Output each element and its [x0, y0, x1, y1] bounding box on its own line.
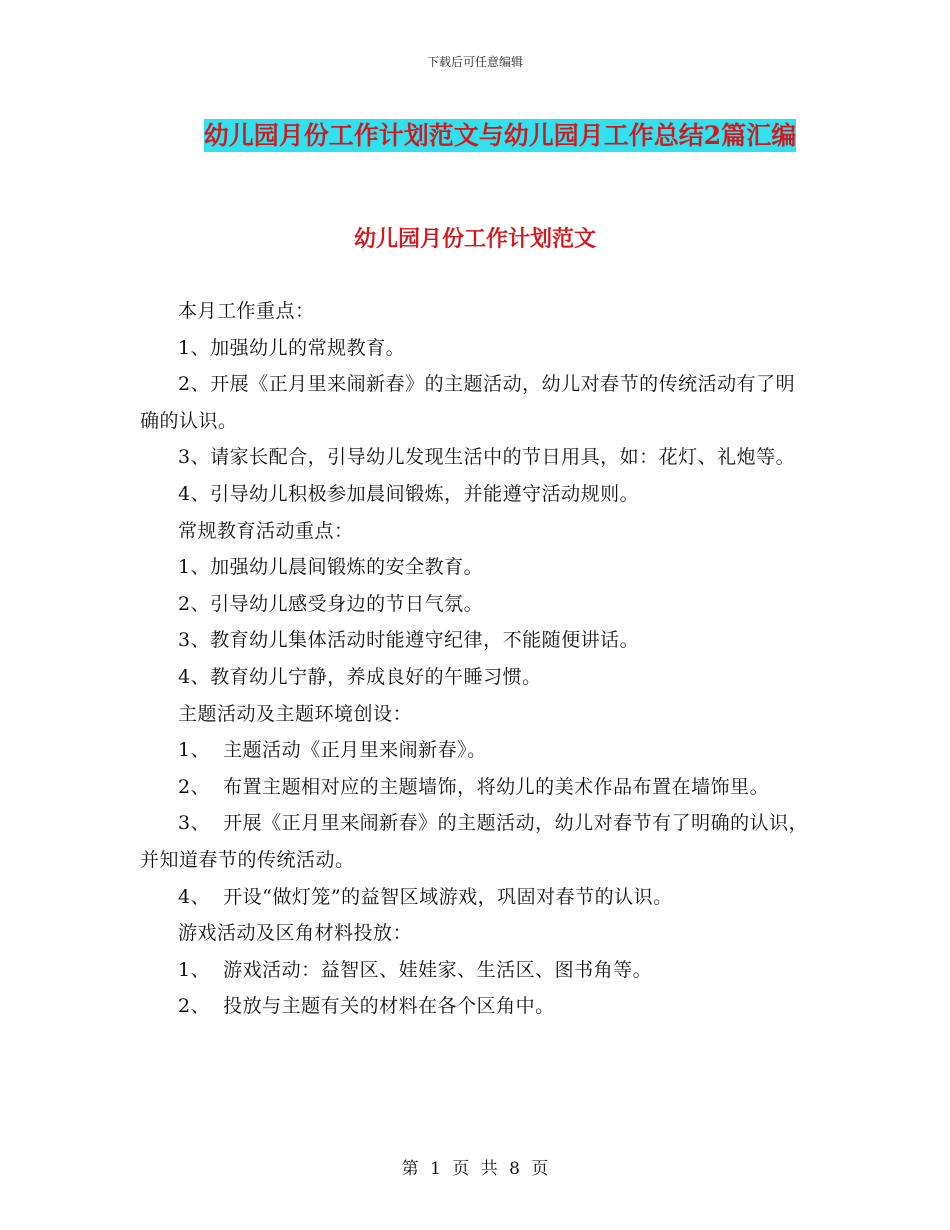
document-title — [140, 112, 860, 160]
paragraph: 主题活动及主题环境创设： — [178, 702, 413, 725]
document-body — [140, 293, 810, 1025]
paragraph: 2、开展《正月里来闹新春》的主题活动，幼儿对春节的传统活动有了明确的认识。 — [140, 373, 796, 432]
paragraph: 4、 开设“做灯笼”的益智区域游戏，巩固对春节的认识。 — [178, 885, 673, 908]
paragraph: 2、 投放与主题有关的材料在各个区角中。 — [178, 995, 555, 1018]
paragraph: 2、 布置主题相对应的主题墙饰，将幼儿的美术作品布置在墙饰里。 — [178, 775, 770, 798]
paragraph: 4、引导幼儿积极参加晨间锻炼，并能遵守活动规则。 — [178, 482, 640, 505]
paragraph: 1、加强幼儿晨间锻炼的安全教育。 — [178, 556, 484, 579]
page-footer: 第 1 页 共 8 页 — [401, 1159, 549, 1179]
paragraph: 2、引导幼儿感受身边的节日气氛。 — [178, 592, 484, 615]
section-title: 幼儿园月份工作计划范文 — [353, 226, 596, 252]
paragraph: 4、教育幼儿宁静，养成良好的午睡习惯。 — [178, 665, 542, 688]
document-title-text: 幼儿园月份工作计划范文与幼儿园月工作总结2篇汇编 — [203, 121, 797, 150]
paragraph: 本月工作重点： — [178, 300, 315, 322]
paragraph: 3、 开展《正月里来闹新春》的主题活动，幼儿对春节有了明确的认识，并知道春节的传统活动。 — [140, 812, 809, 871]
paragraph: 1、 游戏活动：益智区、娃娃家、生活区、图书角等。 — [178, 958, 653, 981]
paragraph: 常规教育活动重点： — [178, 519, 354, 542]
paragraph: 1、加强幼儿的常规教育。 — [178, 336, 406, 359]
paragraph: 3、请家长配合，引导幼儿发现生活中的节日用具，如：花灯、礼炮等。 — [178, 446, 796, 469]
paragraph: 3、教育幼儿集体活动时能遵守纪律，不能随便讲话。 — [178, 629, 640, 652]
paragraph: 游戏活动及区角材料投放： — [178, 922, 413, 945]
paragraph: 1、 主题活动《正月里来闹新春》。 — [178, 739, 487, 762]
header-note: 下载后可任意编辑 — [426, 55, 523, 69]
